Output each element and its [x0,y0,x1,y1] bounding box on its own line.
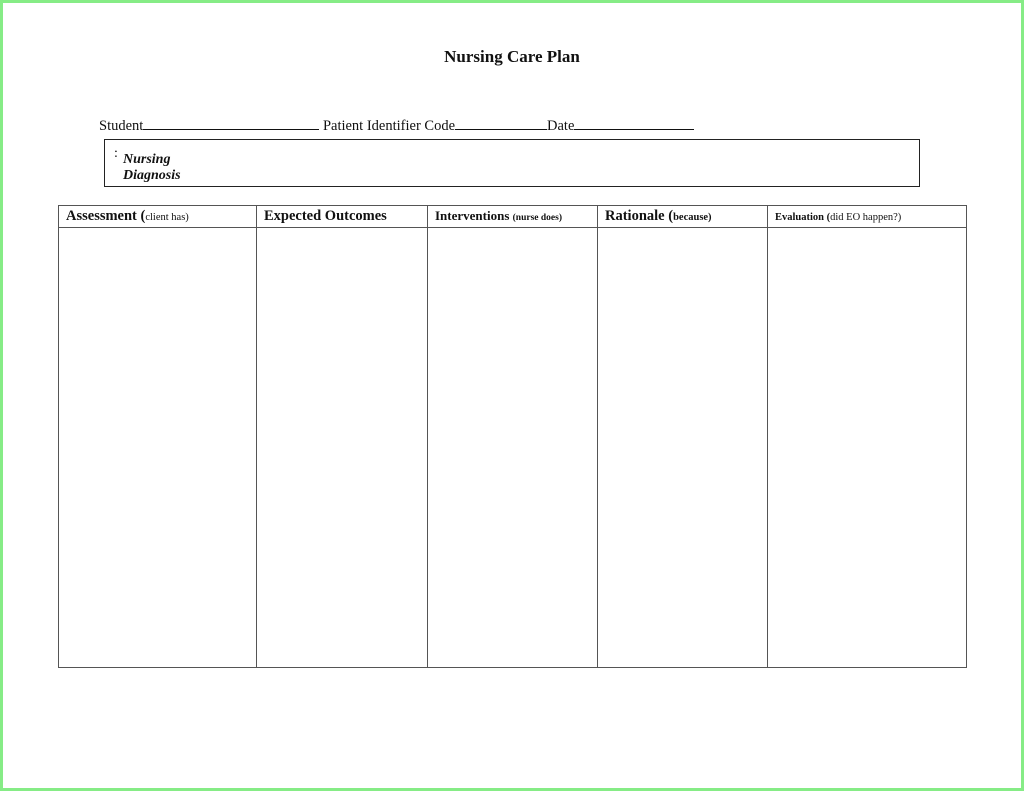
date-label: Date [547,118,575,134]
table-header-row [59,206,967,228]
header-sub: because) [673,212,712,223]
table-row [59,228,967,668]
header-expected-outcomes [257,206,428,228]
student-field[interactable] [143,116,319,130]
interventions-cell[interactable] [428,228,598,668]
header-assessment [59,206,257,228]
header-main: Evaluation ( [775,212,831,223]
header-main: Rationale ( [605,208,674,224]
header-evaluation [768,206,967,228]
header-main: Interventions [435,208,513,223]
header-fields [99,116,694,135]
date-field[interactable] [574,116,694,130]
header-sub: client has) [145,212,189,223]
header-main: Assessment ( [66,208,146,224]
page-title: Nursing Care Plan [444,47,580,66]
patient-code-field[interactable] [455,116,547,130]
nursing-diagnosis-box[interactable] [104,139,920,187]
rationale-cell[interactable] [598,228,768,668]
patient-code-label: Patient Identifier Code [322,118,456,134]
header-sub: (nurse does) [512,213,562,223]
header-main: Expected Outcomes [264,208,387,224]
assessment-cell[interactable] [59,228,257,668]
header-rationale [598,206,768,228]
care-plan-table [58,205,967,668]
header-interventions [428,206,598,228]
evaluation-cell[interactable] [768,228,967,668]
expected-outcomes-cell[interactable] [257,228,428,668]
colon: : [114,146,118,161]
header-sub: did EO happen?) [830,212,902,223]
student-label: Student [99,118,144,134]
nursing-diagnosis-label: Nursing Diagnosis [123,152,181,183]
